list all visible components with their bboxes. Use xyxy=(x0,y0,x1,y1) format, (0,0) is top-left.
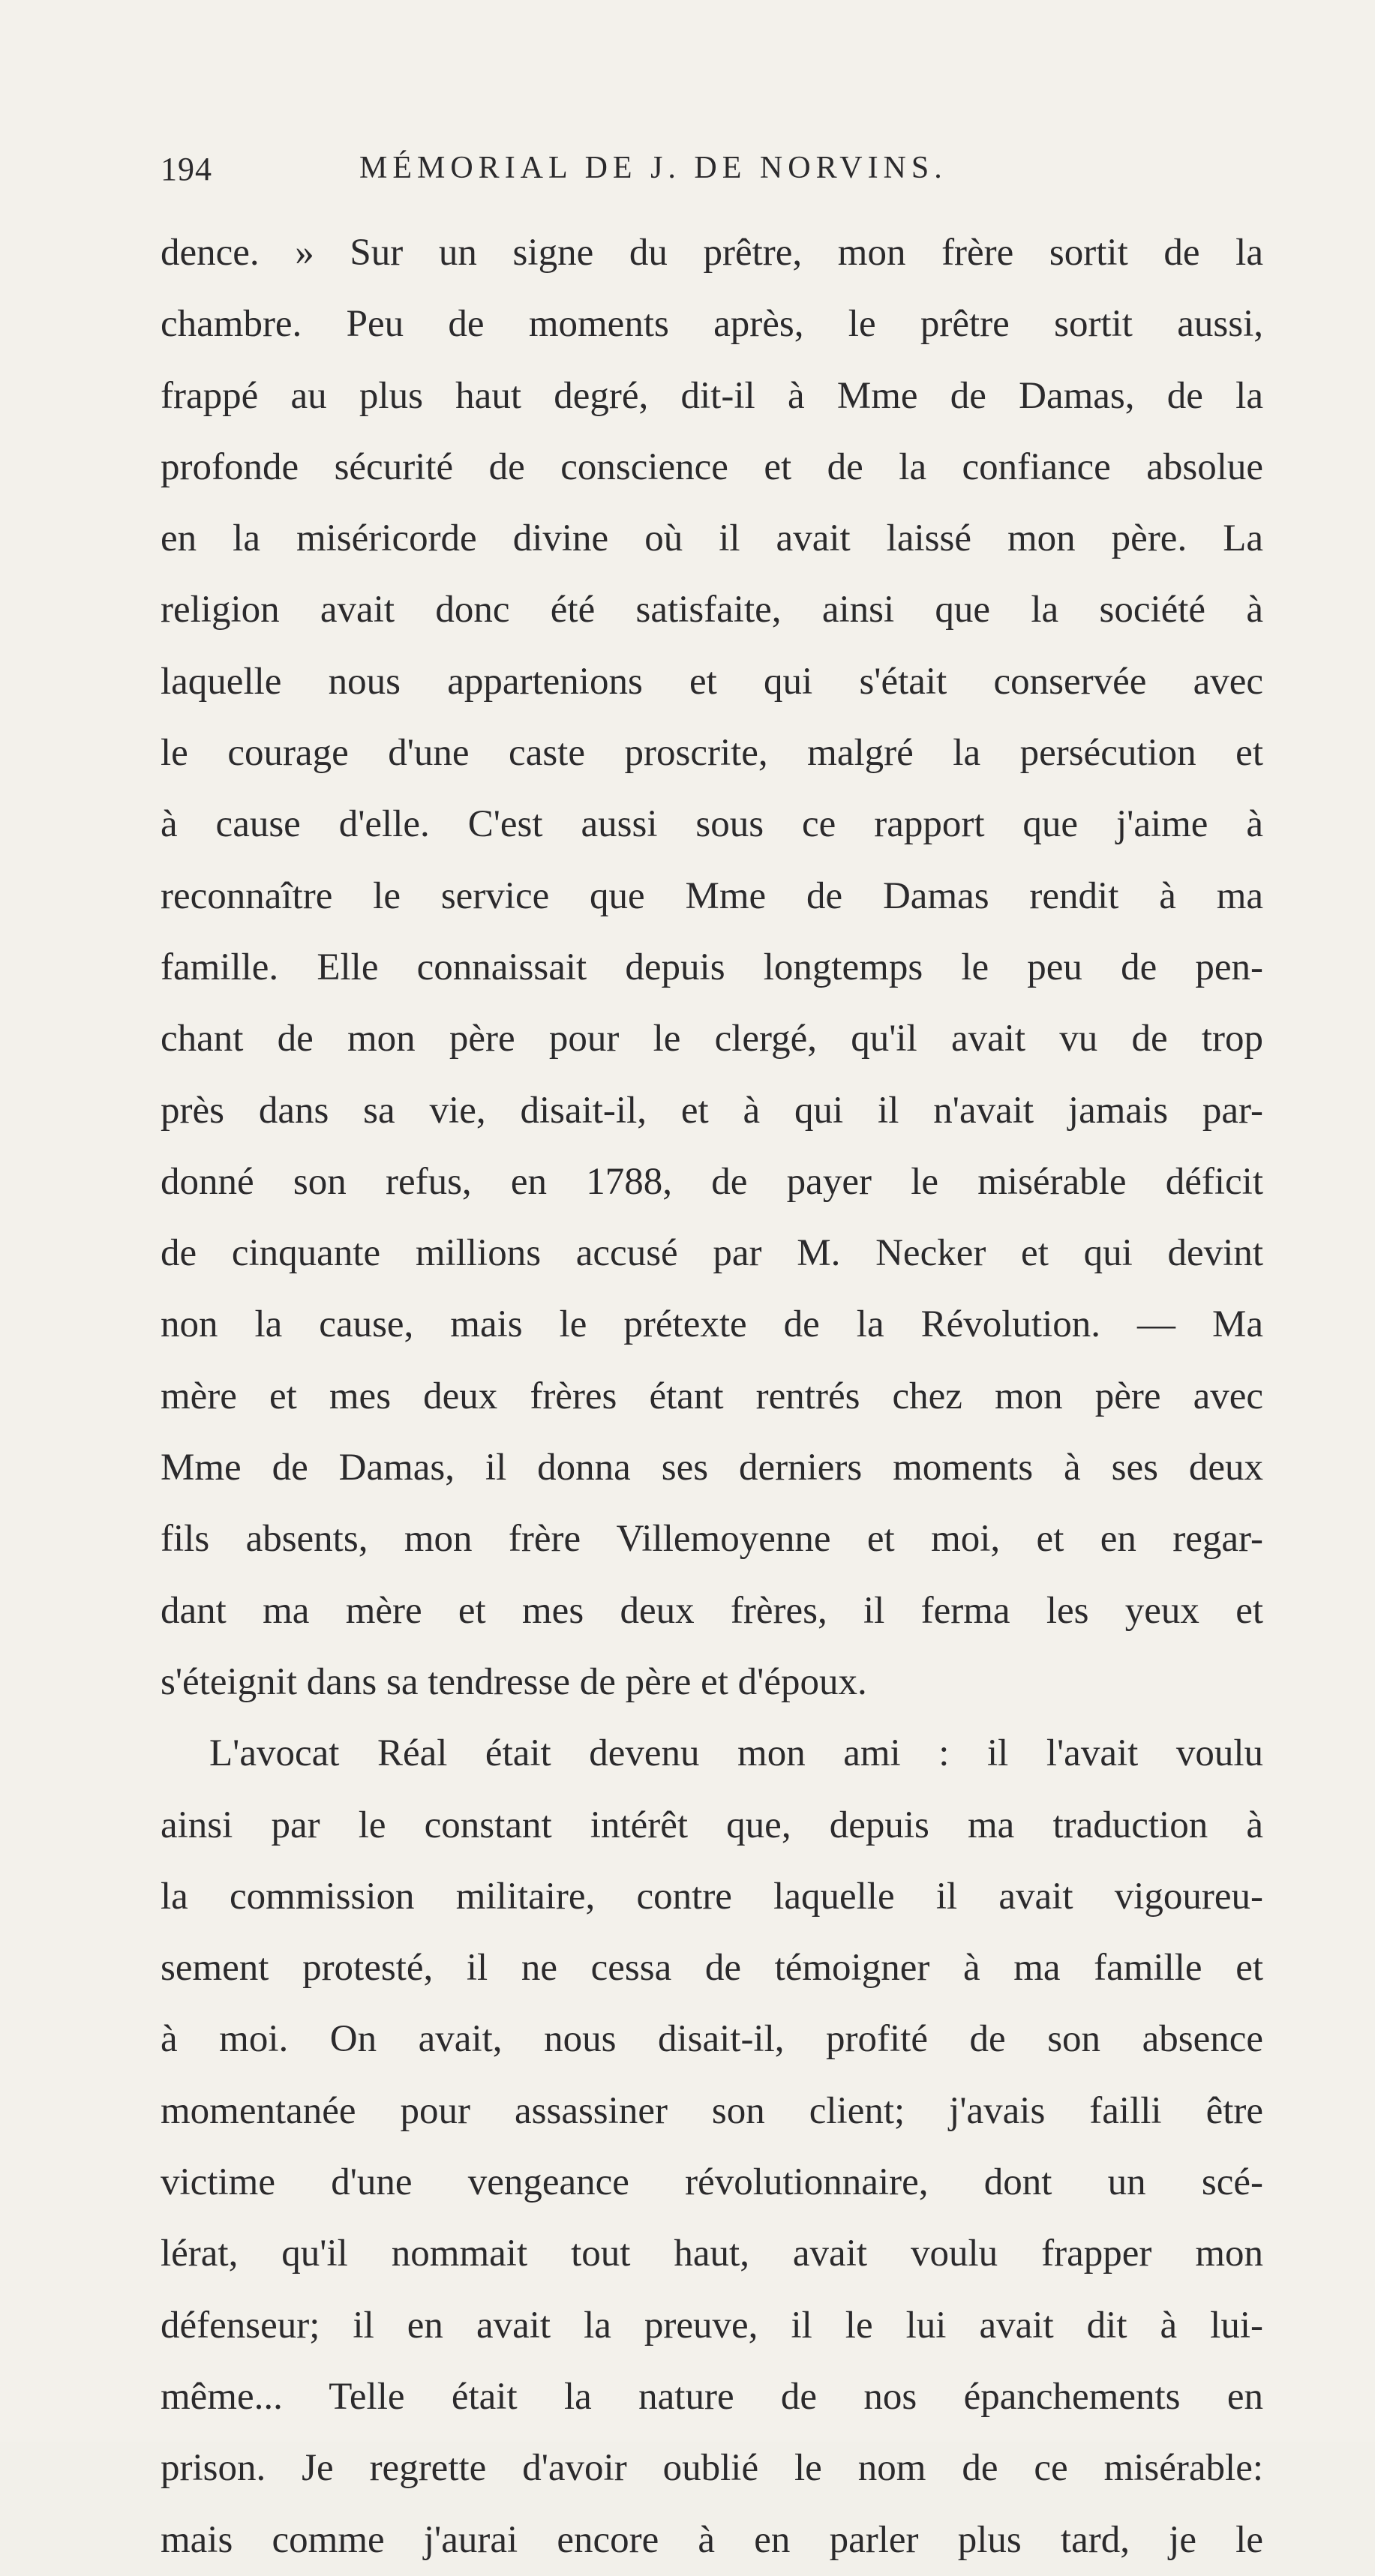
text-line: dence. » Sur un signe du prêtre, mon frère sortit de la xyxy=(161,232,1263,274)
text-line: laquelle nous appartenions et qui s'était conservée avec xyxy=(161,660,1263,703)
text-line: non la cause, mais le prétexte de la Révolution. — Ma xyxy=(161,1303,1263,1346)
text-line: en la miséricorde divine où il avait laissé mon père. La xyxy=(161,517,1263,560)
text-line: défenseur; il en avait la preuve, il le lui avait dit à lui- xyxy=(161,2304,1263,2347)
text-line: le courage d'une caste proscrite, malgré la persécution et xyxy=(161,732,1263,775)
text-line: sement protesté, il ne cessa de témoigner à ma famille et xyxy=(161,1947,1263,1990)
text-line: famille. Elle connaissait depuis longtemps le peu de pen- xyxy=(161,946,1263,988)
text-line: près dans sa vie, disait-il, et à qui il n'avait jamais par- xyxy=(161,1089,1263,1132)
page-number: 194 xyxy=(161,151,212,187)
text-line-paragraph-start: L'avocat Réal était devenu mon ami : il l'avait voulu xyxy=(209,1732,1263,1775)
body-text xyxy=(161,217,1263,2576)
text-line: reconnaître le service que Mme de Damas rendit à ma xyxy=(161,874,1263,917)
text-line: religion avait donc été satisfaite, ainsi que la société à xyxy=(161,589,1263,631)
text-line: dant ma mère et mes deux frères, il ferma les yeux et xyxy=(161,1589,1263,1632)
text-line: mais comme j'aurai encore à en parler plus tard, je le xyxy=(161,2518,1263,2561)
text-line: ainsi par le constant intérêt que, depuis ma traduction à xyxy=(161,1804,1263,1846)
text-line: chambre. Peu de moments après, le prêtre sortit aussi, xyxy=(161,303,1263,346)
text-line: momentanée pour assassiner son client; j'avais failli être xyxy=(161,2089,1263,2132)
text-line: à cause d'elle. C'est aussi sous ce rapport que j'aime à xyxy=(161,803,1263,846)
text-line: mère et mes deux frères étant rentrés chez mon père avec xyxy=(161,1375,1263,1417)
text-line-paragraph-end: s'éteignit dans sa tendresse de père et d'époux. xyxy=(161,1660,867,1703)
text-line: lérat, qu'il nommait tout haut, avait voulu frapper mon xyxy=(161,2233,1263,2275)
text-line: à moi. On avait, nous disait-il, profité de son absence xyxy=(161,2018,1263,2061)
text-line: Mme de Damas, il donna ses derniers moments à ses deux xyxy=(161,1447,1263,1489)
text-line: chant de mon père pour le clergé, qu'il avait vu de trop xyxy=(161,1018,1263,1060)
running-title: MÉMORIAL DE J. DE NORVINS. xyxy=(359,151,947,185)
text-line: donné son refus, en 1788, de payer le misérable déficit xyxy=(161,1160,1263,1203)
text-line: la commission militaire, contre laquelle il avait vigoureu- xyxy=(161,1875,1263,1918)
text-line: même... Telle était la nature de nos épanchements en xyxy=(161,2375,1263,2418)
text-line: frappé au plus haut degré, dit-il à Mme de Damas, de la xyxy=(161,374,1263,417)
page-header xyxy=(161,150,1248,210)
text-line: de cinquante millions accusé par M. Necker et qui devint xyxy=(161,1232,1263,1275)
text-line: prison. Je regrette d'avoir oublié le nom de ce misérable: xyxy=(161,2447,1263,2490)
text-line: victime d'une vengeance révolutionnaire, dont un scé- xyxy=(161,2161,1263,2204)
text-line: profonde sécurité de conscience et de la confiance absolue xyxy=(161,445,1263,488)
text-line: fils absents, mon frère Villemoyenne et moi, et en regar- xyxy=(161,1518,1263,1561)
